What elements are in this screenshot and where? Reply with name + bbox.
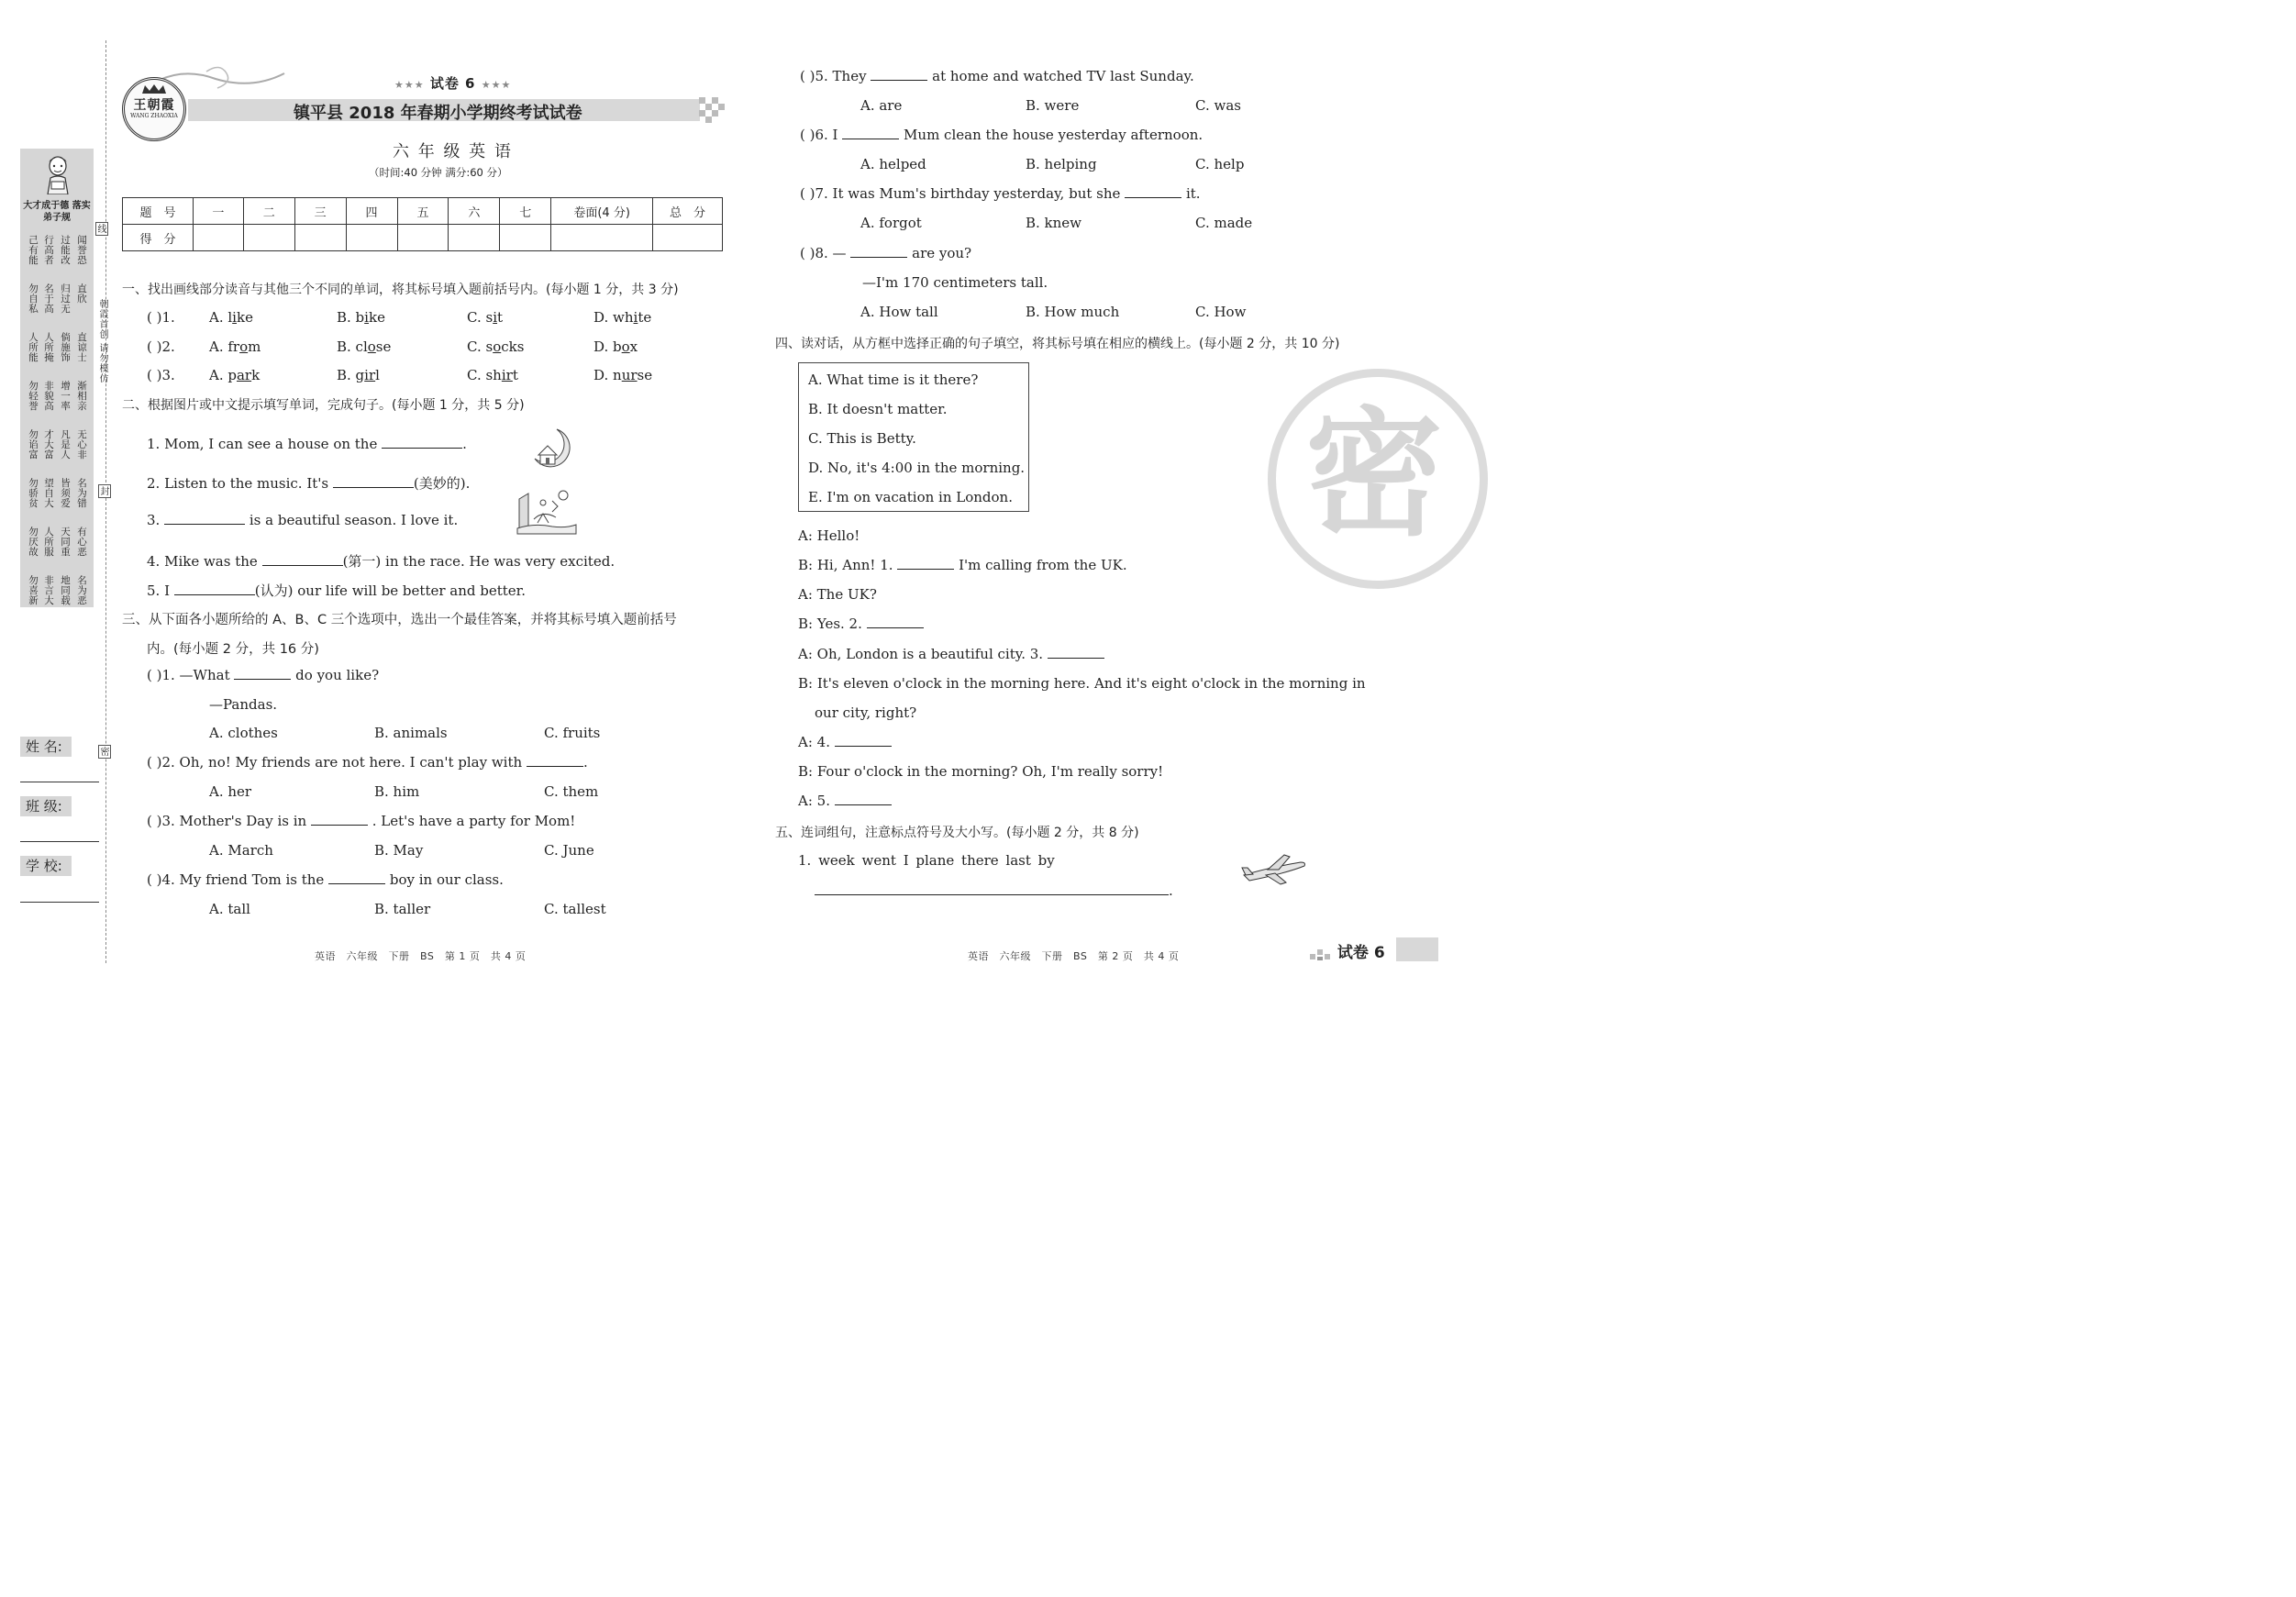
- motto-column: 无心非: [77, 429, 87, 460]
- option-text: B. b: [337, 309, 365, 326]
- motto-column: 人所服: [44, 527, 54, 558]
- s1-option-b: [337, 309, 385, 326]
- option-text: D. b: [593, 338, 622, 355]
- motto-column: 非言大: [44, 575, 54, 606]
- motto-column: 人所掩: [44, 332, 54, 363]
- dialog-line: [798, 616, 924, 632]
- dialog-line: [798, 586, 877, 603]
- option-text: t: [512, 367, 518, 383]
- option-text: m: [248, 338, 261, 355]
- s3-option[interactable]: B. helping: [1026, 156, 1097, 172]
- answer-blank[interactable]: [333, 477, 414, 488]
- answer-line[interactable]: [815, 884, 1169, 895]
- s3-response-8: —I'm 170 centimeters tall.: [862, 274, 1048, 291]
- student-cartoon-icon: [40, 154, 75, 194]
- option-text: D. n: [593, 367, 622, 383]
- s1-option-b: [337, 367, 380, 383]
- answer-blank[interactable]: [835, 736, 892, 747]
- s2-item-2: 2. Listen to the music. It's (美妙的).: [147, 475, 471, 492]
- score-header-cell: 七: [500, 198, 551, 225]
- question-text: boy in our class.: [389, 871, 504, 888]
- motto-column: 天同重: [61, 527, 71, 558]
- s3-option[interactable]: C. them: [544, 783, 599, 800]
- option-text: se: [375, 338, 392, 355]
- motto-column: 闻誉恐: [77, 235, 87, 266]
- dialog-line: [798, 675, 1366, 692]
- motto-column: 勿骄贫: [28, 478, 39, 509]
- section1-title: 一、找出画线部分读音与其他三个不同的单词，将其标号填入题前括号内。(每小题 1 分，共 3 分): [122, 283, 679, 297]
- s3-question-4: [147, 871, 504, 888]
- motto-column: 勿自私: [28, 283, 39, 315]
- score-cell[interactable]: [294, 225, 346, 251]
- section2-title: 二、根据图片或中文提示填写单词，完成句子。(每小题 1 分，共 5 分): [122, 398, 525, 413]
- dialog-line: [798, 734, 892, 750]
- underlined-letters: ir: [364, 367, 376, 383]
- dialog-line: [798, 646, 1104, 662]
- question-text: Mum clean the house yesterday afternoon.: [904, 127, 1203, 143]
- question-text: are you?: [912, 245, 972, 261]
- s1-question-number: ( )2.: [147, 338, 175, 355]
- score-cell[interactable]: [243, 225, 294, 251]
- option-text: C. s: [467, 338, 494, 355]
- s3-option[interactable]: C. June: [544, 842, 594, 859]
- score-header-row: [123, 198, 723, 225]
- option-text: D. wh: [593, 309, 634, 326]
- dialog-text: A: 5.: [798, 793, 830, 809]
- s3-question-1: [147, 667, 379, 683]
- motto-column: 勿厌故: [28, 527, 39, 558]
- s3-option[interactable]: B. knew: [1026, 215, 1082, 231]
- s1-question-number: ( )3.: [147, 367, 175, 383]
- underlined-letters: i: [364, 309, 369, 326]
- s3-option[interactable]: A. tall: [209, 901, 250, 917]
- subject-title: 六 年 级 英 语: [393, 142, 513, 161]
- score-cell[interactable]: [551, 225, 653, 251]
- section4-title: 四、读对话，从方框中选择正确的句子填空，将其标号填在相应的横线上。(每小题 2 分，共 10 分): [775, 337, 1340, 351]
- checker-decoration-icon: [699, 97, 725, 123]
- underlined-letters: ar: [236, 367, 252, 383]
- spring-scene-picture-icon: [516, 486, 578, 536]
- score-header-cell: 总 分: [653, 198, 723, 225]
- option-text: B. g: [337, 367, 365, 383]
- score-header-cell: 五: [397, 198, 449, 225]
- answer-blank[interactable]: [1048, 648, 1104, 659]
- underlined-letters: i: [493, 309, 497, 326]
- option-text: A. fr: [209, 338, 240, 355]
- underlined-letters: o: [239, 338, 249, 355]
- dialog-text: A: Hello!: [798, 527, 860, 544]
- s3-option[interactable]: C. tallest: [544, 901, 606, 917]
- score-value-row: [123, 225, 723, 251]
- motto-column: 才大富: [44, 429, 54, 460]
- s3-option[interactable]: B. him: [374, 783, 420, 800]
- motto-column: 名于高: [44, 283, 54, 315]
- question-text: . Let's have a party for Mom!: [372, 813, 576, 829]
- dialog-text: I'm calling from the UK.: [959, 557, 1127, 573]
- answer-blank[interactable]: [835, 794, 892, 805]
- school-input-line[interactable]: [20, 902, 99, 903]
- option-text: C. sh: [467, 367, 502, 383]
- dialog-line: [798, 793, 892, 809]
- dialog-text: B: Yes. 2.: [798, 616, 862, 632]
- answer-blank[interactable]: [382, 438, 462, 449]
- question-text: ( )7. It was Mum's birthday yesterday, but she: [800, 185, 1121, 202]
- score-header-cell: 二: [243, 198, 294, 225]
- class-input-line[interactable]: [20, 841, 99, 842]
- question-text: .: [582, 754, 588, 771]
- s3-option[interactable]: A. How tall: [860, 304, 938, 320]
- answer-blank[interactable]: [262, 555, 343, 566]
- score-header-cell: 三: [294, 198, 346, 225]
- s3-option[interactable]: A. are: [860, 97, 903, 114]
- s3-option[interactable]: A. helped: [860, 156, 926, 172]
- answer-blank[interactable]: [871, 70, 927, 81]
- motto-column: 过能改: [61, 235, 71, 266]
- confidential-seal: 密: [1268, 369, 1488, 589]
- score-header-cell: 六: [449, 198, 500, 225]
- score-row-label: 得 分: [123, 225, 194, 251]
- answer-blank[interactable]: [897, 559, 954, 570]
- s3-option[interactable]: C. How: [1195, 304, 1247, 320]
- underlined-letters: i: [633, 309, 638, 326]
- motto-column: 名为错: [77, 478, 87, 509]
- motto-column: 名为恶: [77, 575, 87, 606]
- answer-blank[interactable]: [527, 756, 583, 767]
- choice-b: B. It doesn't matter.: [808, 401, 948, 417]
- motto-column: 直谅士: [77, 332, 87, 363]
- s1-option-b: [337, 338, 391, 355]
- s3-option[interactable]: C. help: [1195, 156, 1245, 172]
- paper-tag: ★★★ 试卷 6 ★★★: [394, 75, 512, 92]
- score-header-cell: 题 号: [123, 198, 194, 225]
- s3-question-5: [800, 68, 1194, 84]
- s3-option[interactable]: A. her: [209, 783, 252, 800]
- s3-question-6: [800, 127, 1203, 143]
- crown-icon: [140, 83, 168, 94]
- s3-option[interactable]: B. May: [374, 842, 424, 859]
- section5-title: 五、连词组句，注意标点符号及大小写。(每小题 2 分，共 8 分): [775, 826, 1139, 840]
- underlined-letters: o: [493, 338, 502, 355]
- motto-column: 有心恶: [77, 527, 87, 558]
- question-text: ( )2. Oh, no! My friends are not here. I can't play with: [147, 754, 523, 771]
- s2-item-3: 3. is a beautiful season. I love it.: [147, 512, 459, 528]
- question-text: at home and watched TV last Sunday.: [932, 68, 1194, 84]
- motto-column: 非貌高: [44, 381, 54, 412]
- dialog-text: B: Hi, Ann! 1.: [798, 557, 893, 573]
- s5-answer: .: [815, 882, 1173, 899]
- s1-question-number: ( )1.: [147, 309, 175, 326]
- dialog-line: [798, 557, 1127, 573]
- option-text: x: [629, 338, 638, 355]
- option-text: t: [497, 309, 504, 326]
- dialog-text: A: The UK?: [798, 586, 877, 603]
- question-text: ( )5. They: [800, 68, 867, 84]
- s3-question-2: [147, 754, 588, 771]
- s2-item-5: 5. I (认为) our life will be better and better.: [147, 582, 526, 599]
- motto-column: 人所能: [28, 332, 39, 363]
- s1-option-a: [209, 367, 260, 383]
- question-text: it.: [1185, 185, 1201, 202]
- answer-blank[interactable]: [1125, 187, 1181, 198]
- footer-paper-tag: 试卷 6: [1310, 939, 1385, 962]
- option-text: ke: [236, 309, 253, 326]
- s3-question-8: [800, 245, 971, 261]
- motto-column: 皆须爱: [61, 478, 71, 509]
- s3-option[interactable]: C. was: [1195, 97, 1241, 114]
- s3-response-1: —Pandas.: [209, 696, 278, 713]
- underlined-letters: o: [621, 338, 630, 355]
- airplane-icon: [1240, 851, 1308, 888]
- score-cell[interactable]: [397, 225, 449, 251]
- s1-option-a: [209, 338, 261, 355]
- publisher-logo: 王朝霞 WANG ZHAOXIA: [122, 77, 186, 141]
- score-cell[interactable]: [653, 225, 723, 251]
- s1-option-c: [467, 367, 518, 383]
- choice-e: E. I'm on vacation in London.: [808, 489, 1013, 505]
- answer-blank[interactable]: [311, 815, 368, 826]
- motto-column: 地同载: [61, 575, 71, 606]
- s2-item-4: 4. Mike was the (第一) in the race. He was very excited.: [147, 553, 616, 570]
- s1-option-a: [209, 309, 253, 326]
- s3-option[interactable]: C. made: [1195, 215, 1253, 231]
- score-cell[interactable]: [193, 225, 243, 251]
- s3-option[interactable]: B. were: [1026, 97, 1080, 114]
- edge-mark-secret: 密: [98, 745, 111, 759]
- class-label: 班 级:: [20, 796, 72, 816]
- option-text: B. cl: [337, 338, 368, 355]
- option-text: te: [638, 309, 652, 326]
- s3-question-3: [147, 813, 575, 829]
- s1-option-d: [593, 309, 651, 326]
- s3-option[interactable]: B. taller: [374, 901, 431, 917]
- s3-question-7: [800, 185, 1201, 202]
- answer-blank[interactable]: [867, 617, 924, 628]
- option-text: se: [637, 367, 653, 383]
- option-text: A. p: [209, 367, 237, 383]
- motto-column: 倘施饰: [61, 332, 71, 363]
- underlined-letters: i: [232, 309, 237, 326]
- s1-option-c: [467, 309, 503, 326]
- motto-heading: 大才成于德 落实弟子规: [23, 201, 91, 223]
- question-text: do you like?: [295, 667, 380, 683]
- answer-blank[interactable]: [234, 669, 291, 680]
- score-header-cell: 四: [346, 198, 397, 225]
- s3-option[interactable]: A. clothes: [209, 725, 278, 741]
- motto-column: 归过无: [61, 283, 71, 315]
- question-text: ( )1. —What: [147, 667, 230, 683]
- name-label: 姓 名:: [20, 737, 72, 757]
- s3-option[interactable]: B. How much: [1026, 304, 1120, 320]
- underlined-letters: ir: [501, 367, 513, 383]
- question-text: ( )4. My friend Tom is the: [147, 871, 325, 888]
- section3-title-line2: 内。(每小题 2 分，共 16 分): [147, 642, 319, 657]
- score-cell[interactable]: [449, 225, 500, 251]
- question-text: ( )3. Mother's Day is in: [147, 813, 307, 829]
- motto-column: 勿轻誉: [28, 381, 39, 412]
- option-text: l: [375, 367, 380, 383]
- edge-mark-line: 线: [95, 222, 108, 236]
- s1-option-d: [593, 367, 652, 383]
- edge-note: 朝霞首创 请勿模仿: [97, 299, 107, 384]
- moon-house-picture-icon: [527, 427, 577, 468]
- motto-panel: [20, 149, 94, 607]
- question-text: ( )8. —: [800, 245, 847, 261]
- s2-item-1: 1. Mom, I can see a house on the .: [147, 436, 467, 452]
- footer-right: 英语 六年级 下册 BS 第 2 页 共 4 页: [968, 950, 1180, 962]
- footer-left: 英语 六年级 下册 BS 第 1 页 共 4 页: [315, 950, 527, 962]
- s1-option-d: [593, 338, 638, 355]
- answer-blank[interactable]: [328, 873, 385, 884]
- option-text: cks: [501, 338, 525, 355]
- score-cell[interactable]: [346, 225, 397, 251]
- answer-blank[interactable]: [850, 247, 907, 258]
- s3-option[interactable]: A. forgot: [860, 215, 922, 231]
- exam-title: 镇平县 2018 年春期小学期终考试试卷: [294, 104, 582, 123]
- motto-column: 直欣: [77, 283, 87, 305]
- score-header-cell: 一: [193, 198, 243, 225]
- motto-column: 增一率: [61, 381, 71, 412]
- dialog-line: [798, 763, 1163, 780]
- motto-column: 己有能: [28, 235, 39, 266]
- choice-a: A. What time is it there?: [808, 372, 979, 388]
- dialog-text: A: 4.: [798, 734, 830, 750]
- checker-mark-icon: [1310, 946, 1332, 960]
- underlined-letters: o: [367, 338, 376, 355]
- s1-option-c: [467, 338, 524, 355]
- s3-option[interactable]: A. March: [209, 842, 273, 859]
- dialog-line: [798, 527, 860, 544]
- s3-option[interactable]: C. fruits: [544, 725, 601, 741]
- dialog-text: B: It's eleven o'clock in the morning here. And it's eight o'clock in the morning in: [798, 675, 1366, 692]
- dialog-line: [815, 704, 916, 721]
- edge-mark-seal: 封: [98, 484, 111, 498]
- motto-column: 勿喜新: [28, 575, 39, 606]
- school-label: 学 校:: [20, 856, 72, 876]
- option-text: k: [251, 367, 261, 383]
- motto-column: 渐相亲: [77, 381, 87, 412]
- motto-column: 勿谄富: [28, 429, 39, 460]
- corner-band: [1396, 937, 1438, 961]
- option-text: C. s: [467, 309, 494, 326]
- question-text: ( )6. I: [800, 127, 838, 143]
- choice-box: [798, 362, 1029, 512]
- score-cell[interactable]: [500, 225, 551, 251]
- motto-column: 凡是人: [61, 429, 71, 460]
- s5-item-1: 1. week went I plane there last by: [798, 852, 1055, 869]
- answer-blank[interactable]: [842, 128, 899, 139]
- motto-column: 行高者: [44, 235, 54, 266]
- choice-c: C. This is Betty.: [808, 430, 916, 447]
- section3-title-line1: 三、从下面各小题所给的 A、B、C 三个选项中，选出一个最佳答案，并将其标号填入题前括号: [122, 613, 677, 627]
- score-header-cell: 卷面(4 分): [551, 198, 653, 225]
- underlined-letters: ur: [621, 367, 638, 383]
- answer-blank[interactable]: [164, 514, 245, 525]
- score-table: [122, 197, 723, 251]
- binding-dashed-line: [105, 40, 106, 963]
- option-text: ke: [368, 309, 385, 326]
- dialog-text: our city, right?: [815, 704, 917, 721]
- dialog-text: A: Oh, London is a beautiful city. 3.: [798, 646, 1044, 662]
- option-text: A. l: [209, 309, 233, 326]
- answer-blank[interactable]: [174, 584, 255, 595]
- choice-d: D. No, it's 4:00 in the morning.: [808, 460, 1026, 476]
- motto-column: 望自大: [44, 478, 54, 509]
- dialog-text: B: Four o'clock in the morning? Oh, I'm really sorry!: [798, 763, 1164, 780]
- time-score-note: （时间:40 分钟 满分:60 分）: [369, 166, 508, 179]
- s3-option[interactable]: B. animals: [374, 725, 448, 741]
